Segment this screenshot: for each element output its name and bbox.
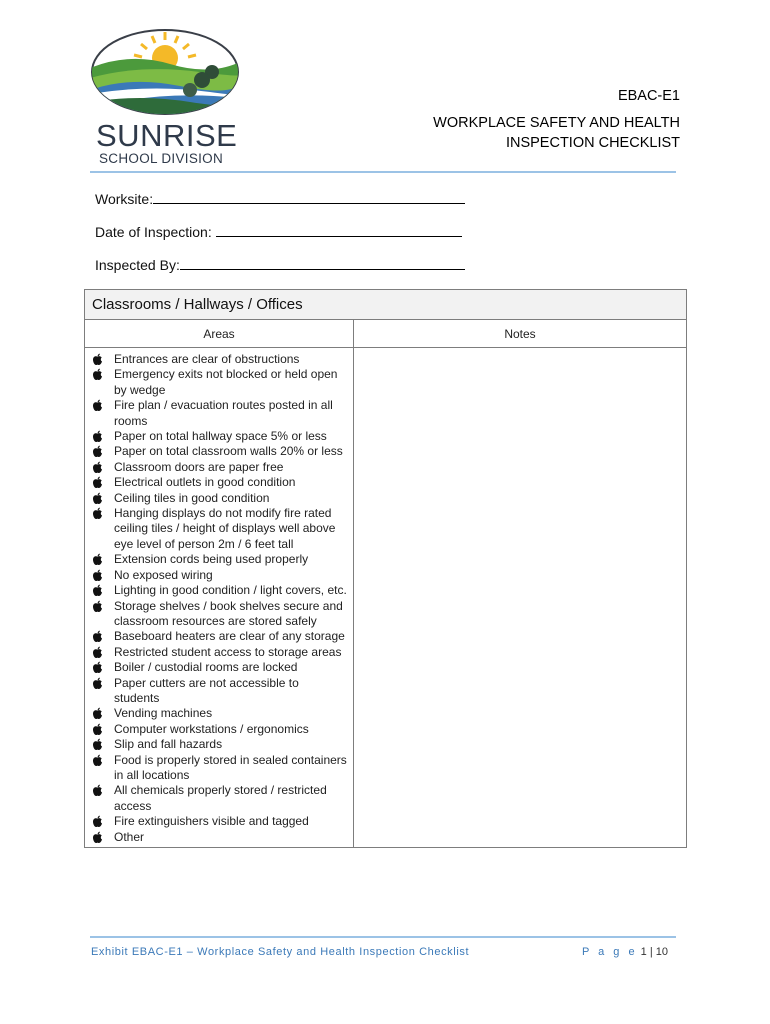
notes-cell[interactable] (354, 348, 687, 848)
apple-bullet-icon (92, 584, 103, 597)
checklist-item-text: Baseboard heaters are clear of any storage (114, 629, 345, 644)
document-title-line2: INSPECTION CHECKLIST (505, 135, 680, 151)
apple-bullet-icon (92, 661, 103, 674)
apple-bullet-icon (92, 831, 103, 844)
worksite-field[interactable] (95, 190, 465, 207)
checklist-item (89, 783, 347, 814)
inspected-by-input-line[interactable] (180, 256, 465, 270)
areas-cell (85, 348, 354, 848)
footer-divider (90, 936, 676, 938)
apple-bullet-icon (92, 430, 103, 443)
page-label: P a g e (581, 946, 638, 958)
checklist-item (89, 676, 347, 707)
checklist-item (89, 552, 347, 567)
notes-column-header: Notes (354, 320, 687, 348)
checklist-item (89, 444, 347, 459)
checklist-item-text: Extension cords being used properly (114, 552, 309, 567)
footer-caption: Exhibit EBAC-E1 – Workplace Safety and Health Inspection Checklist (91, 946, 470, 958)
apple-bullet-icon (92, 353, 103, 366)
page-indicator (582, 946, 668, 958)
apple-bullet-icon (92, 600, 103, 613)
checklist-item (89, 583, 347, 598)
document-code: EBAC-E1 (617, 88, 680, 104)
checklist-item-text: Hanging displays do not modify fire rated ceiling tiles / height of displays well above eye level of person 2m / 6 feet tall (114, 506, 336, 551)
apple-bullet-icon (92, 630, 103, 643)
date-label: Date of Inspection: (95, 224, 212, 240)
apple-bullet-icon (92, 646, 103, 659)
areas-column-header: Areas (85, 320, 354, 348)
worksite-label: Worksite: (95, 191, 154, 207)
document-title-line1: WORKPLACE SAFETY AND HEALTH (433, 115, 680, 131)
section-header-row (85, 290, 687, 320)
document-header (433, 86, 680, 153)
page-number: 1 | 10 (640, 946, 668, 958)
apple-bullet-icon (92, 399, 103, 412)
apple-bullet-icon (92, 738, 103, 751)
apple-bullet-icon (92, 476, 103, 489)
logo-subtitle: SCHOOL DIVISION (99, 151, 224, 166)
apple-bullet-icon (92, 507, 103, 520)
worksite-input-line[interactable] (153, 190, 465, 204)
checklist-item-text: Other (114, 829, 145, 844)
checklist-item-text: Computer workstations / ergonomics (114, 721, 309, 736)
apple-bullet-icon (92, 754, 103, 767)
checklist-item-text: Ceiling tiles in good condition (114, 490, 270, 505)
checklist-item (89, 722, 347, 737)
checklist-item (89, 814, 347, 829)
checklist-item-text: Emergency exits not blocked or held open by wedge (114, 367, 338, 397)
checklist-body-row (85, 348, 687, 848)
date-input-line[interactable] (216, 223, 462, 237)
checklist-item (89, 460, 347, 475)
apple-bullet-icon (92, 677, 103, 690)
checklist-item (89, 568, 347, 583)
checklist-item-text: Food is properly stored in sealed containers in all locations (114, 752, 347, 782)
checklist-item (89, 475, 347, 490)
column-header-row (85, 320, 687, 348)
checklist-item (89, 429, 347, 444)
apple-bullet-icon (92, 784, 103, 797)
checklist-item-text: Storage shelves / book shelves secure and classroom resources are stored safely (114, 598, 343, 628)
checklist-item-text: All chemicals properly stored / restricted access (114, 783, 327, 813)
inspected-by-label: Inspected By: (95, 257, 180, 273)
checklist-item (89, 599, 347, 630)
checklist-item (89, 398, 347, 429)
apple-bullet-icon (92, 461, 103, 474)
checklist-item-text: Boiler / custodial rooms are locked (114, 660, 298, 675)
checklist-item (89, 753, 347, 784)
checklist-table (84, 289, 687, 848)
checklist-item-text: Electrical outlets in good condition (114, 475, 296, 490)
apple-bullet-icon (92, 723, 103, 736)
checklist-item-text: Fire extinguishers visible and tagged (114, 814, 309, 829)
checklist-item (89, 660, 347, 675)
sunrise-landscape-icon (90, 28, 240, 118)
checklist-item (89, 629, 347, 644)
section-title: Classrooms / Hallways / Offices (85, 290, 687, 320)
apple-bullet-icon (92, 445, 103, 458)
date-field[interactable] (95, 223, 462, 240)
checklist-item-text: Paper on total hallway space 5% or less (114, 429, 327, 444)
apple-bullet-icon (92, 569, 103, 582)
apple-bullet-icon (92, 553, 103, 566)
checklist-item (89, 645, 347, 660)
checklist-item (89, 367, 347, 398)
checklist-item-text: Classroom doors are paper free (114, 459, 284, 474)
checklist-item (89, 506, 347, 552)
checklist-item (89, 352, 347, 367)
checklist-item-text: Lighting in good condition / light covers, etc. (114, 583, 347, 598)
sunrise-logo (88, 28, 240, 166)
apple-bullet-icon (92, 368, 103, 381)
apple-bullet-icon (92, 815, 103, 828)
checklist-item (89, 737, 347, 752)
checklist-items (89, 352, 347, 845)
checklist-item (89, 491, 347, 506)
apple-bullet-icon (92, 707, 103, 720)
checklist-item-text: Vending machines (114, 706, 213, 721)
checklist-item (89, 830, 347, 845)
apple-bullet-icon (92, 492, 103, 505)
checklist-item-text: Fire plan / evacuation routes posted in all rooms (114, 398, 333, 428)
checklist-item-text: Slip and fall hazards (114, 737, 223, 752)
header-divider (90, 171, 676, 173)
checklist-item-text: No exposed wiring (114, 567, 213, 582)
inspected-by-field[interactable] (95, 256, 465, 273)
checklist-item (89, 706, 347, 721)
checklist-item-text: Entrances are clear of obstructions (114, 352, 300, 366)
checklist-item-text: Paper cutters are not accessible to students (114, 675, 299, 705)
checklist-item-text: Paper on total classroom walls 20% or less (114, 444, 343, 459)
checklist-item-text: Restricted student access to storage areas (114, 644, 342, 659)
logo-wordmark: SUNRISE (96, 118, 238, 153)
